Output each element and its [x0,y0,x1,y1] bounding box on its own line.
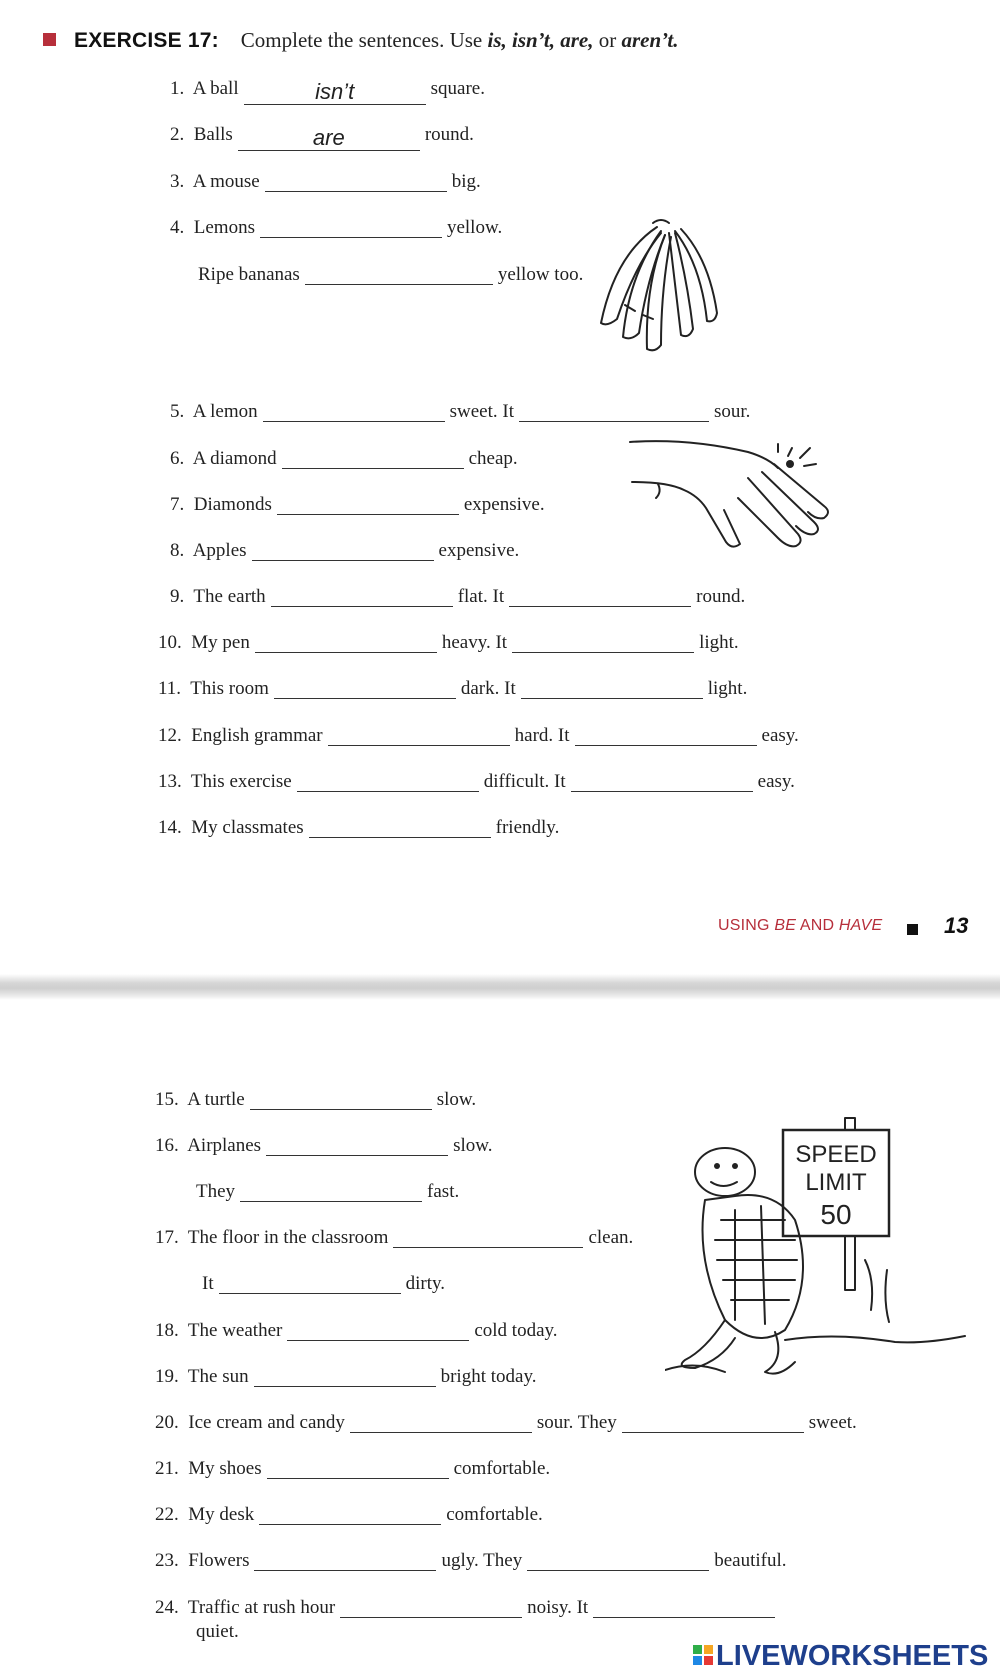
answer-blank[interactable] [340,1595,522,1618]
answer-blank[interactable] [252,538,434,561]
item-row: 23. Flowers ugly. They beautiful. [155,1550,787,1571]
item-row: It dirty. [202,1273,446,1294]
liveworksheets-logo-icon [692,1644,714,1666]
answer-blank[interactable] [512,630,694,653]
item-row: 9. The earth flat. It round. [170,586,746,607]
item-row: 18. The weather cold today. [155,1320,558,1341]
bananas-illustration [595,215,730,365]
answer-blank[interactable] [240,1179,422,1202]
answer-blank[interactable] [277,492,459,515]
answer-blank[interactable] [350,1410,532,1433]
footer-bullet [907,924,918,935]
answer-blank[interactable] [274,676,456,699]
answer-blank[interactable] [509,584,691,607]
answer-blank[interactable] [250,1087,432,1110]
item-row: They fast. [196,1181,460,1202]
item-row: 21. My shoes comfortable. [155,1458,551,1479]
item-row: 2. Balls are round. [170,124,474,150]
item-row: 24. Traffic at rush hour noisy. It [155,1595,780,1620]
item-row: 19. The sun bright today. [155,1366,537,1387]
item-row: 17. The floor in the classroom clean. [155,1227,634,1248]
answer-blank[interactable] [267,1456,449,1479]
item-number: 1. [170,78,185,99]
item-row: 7. Diamonds expensive. [170,494,545,515]
answer-blank[interactable] [328,723,510,746]
answer-blank[interactable] [254,1364,436,1387]
item-row: 10. My pen heavy. It light. [158,632,739,653]
exercise-bullet [43,33,56,46]
svg-text:50: 50 [820,1199,852,1230]
answer-blank[interactable] [571,769,753,792]
exercise-label: EXERCISE 17: [74,29,219,52]
svg-text:LIMIT: LIMIT [805,1169,867,1196]
answer-blank[interactable] [527,1548,709,1571]
item-row: 8. Apples expensive. [170,540,520,561]
answer-blank[interactable] [255,630,437,653]
answer-blank[interactable] [519,399,709,422]
answer-blank[interactable] [575,723,757,746]
exercise-instruction: Complete the sentences. Use is, isn’t, are, or aren’t. [240,28,679,52]
item-row: 6. A diamond cheap. [170,448,518,469]
item-row: 22. My desk comfortable. [155,1504,543,1525]
item-row: 4. Lemons yellow. [170,217,503,238]
exercise-header [43,28,678,53]
answer-blank[interactable] [593,1595,775,1618]
answer-blank[interactable] [282,446,464,469]
answer-blank[interactable] [521,676,703,699]
item-row: quiet. [196,1621,239,1642]
item-row: 20. Ice cream and candy sour. They sweet. [155,1412,857,1433]
answer-blank[interactable] [287,1318,469,1341]
svg-text:SPEED: SPEED [795,1141,877,1168]
answer-blank[interactable] [254,1548,436,1571]
answer-blank[interactable] [305,262,493,285]
item-row: 14. My classmates friendly. [158,817,560,838]
item-row: Ripe bananas yellow too. [198,264,584,285]
item-row: 12. English grammar hard. It easy. [158,725,799,746]
answer-blank[interactable] [297,769,479,792]
answer-blank[interactable] [265,169,447,192]
answer-blank[interactable] [393,1225,583,1248]
answer-blank[interactable] [266,1133,448,1156]
item-row: 5. A lemon sweet. It sour. [170,401,751,422]
answer-blank[interactable] [309,815,491,838]
answer-blank[interactable] [259,1502,441,1525]
hand-diamond-illustration [628,438,848,568]
answer-blank[interactable]: isn’t [244,82,426,105]
turtle-sign-illustration [665,1110,975,1400]
item-row: 16. Airplanes slow. [155,1135,493,1156]
answer-blank[interactable] [271,584,453,607]
answer-blank[interactable] [622,1410,804,1433]
item-row: 15. A turtle slow. [155,1089,477,1110]
answer-blank[interactable]: are [238,128,420,151]
item-row: 3. A mouse big. [170,171,481,192]
item-row: 11. This room dark. It light. [158,678,748,699]
answer-blank[interactable] [219,1271,401,1294]
item-row: 13. This exercise difficult. It easy. [158,771,795,792]
answer-blank[interactable] [260,215,442,238]
page-footer-title: USING BE AND HAVE [718,917,883,934]
page-number: 13 [944,913,969,938]
item-row: 1. A ball isn’t square. [170,78,485,104]
liveworksheets-watermark: LIVEWORKSHEETS [692,1640,988,1673]
answer-blank[interactable] [263,399,445,422]
page-divider [0,974,1000,1000]
